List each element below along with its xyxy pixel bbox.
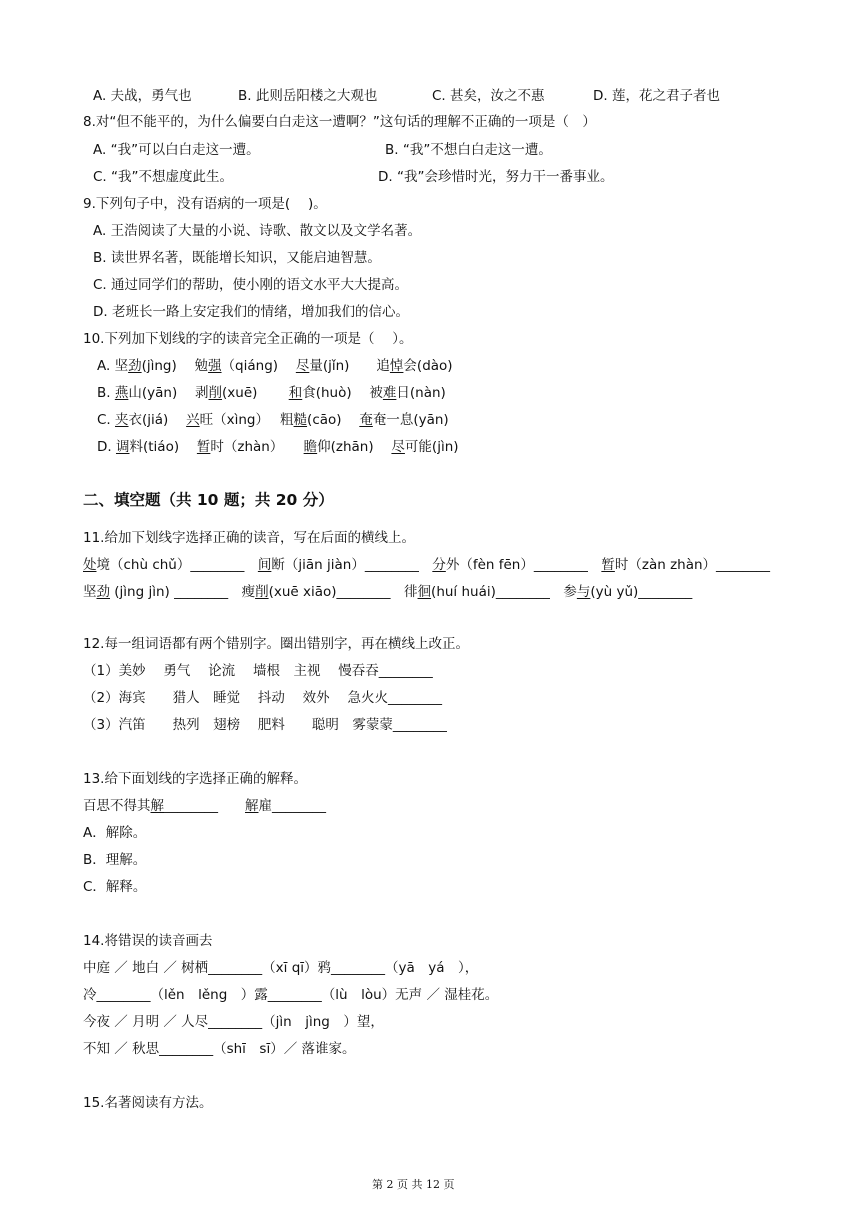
q11-stem: 11.给加下划线字选择正确的读音，写在后面的横线上。 — [83, 530, 415, 546]
q14-line-3: 今夜 ／ 月明 ／ 人尽________（jìn jìng ）望， — [83, 1014, 384, 1030]
q9-option-c: C. 通过同学们的帮助，使小刚的语文水平大大提高。 — [93, 277, 409, 293]
q11-line-2: 坚劲 (jìng jìn) ________ 瘦削(xuē xiāo)________ 徘徊(huí huái)________ 参与(yù yǔ)________ — [83, 584, 693, 600]
q10-option-d: D. 调料(tiáo) 暂时（zhàn） 瞻仰(zhān) 尽可能(jìn) — [97, 439, 459, 455]
q13-option-c: C．解释。 — [83, 879, 147, 895]
q8-option-b: B. “我”不想白白走这一遭。 — [385, 142, 552, 158]
q14-line-2: 冷________（lěn lěng ）露________（lù lòu）无声 ／ 湿桂花。 — [83, 987, 499, 1003]
q9-option-b: B. 读世界名著，既能增长知识，又能启迪智慧。 — [93, 250, 381, 266]
q9-option-a: A. 王浩阅读了大量的小说、诗歌、散文以及文学名著。 — [93, 223, 422, 239]
q7-option-d: D. 莲，花之君子者也 — [593, 88, 720, 104]
q12-row-2: （2）海宾 猎人 睡觉 抖动 效外 急火火________ — [83, 690, 442, 706]
q10-option-b: B. 燕山(yān) 剥削(xuē) 和食(huò) 被难日(nàn) — [97, 385, 446, 401]
q9-stem: 9.下列句子中，没有语病的一项是( )。 — [83, 196, 327, 212]
q9-option-d: D. 老班长一路上安定我们的情绪，增加我们的信心。 — [93, 304, 409, 320]
q14-line-1: 中庭 ／ 地白 ／ 树栖________（xī qī）鸦________（yā yá ）， — [83, 960, 479, 976]
q13-stem: 13.给下面划线的字选择正确的解释。 — [83, 771, 307, 787]
q10-option-a: A. 坚劲(jìng) 勉强（qiáng) 尽量(jǐn) 追悼会(dào) — [97, 358, 453, 374]
q8-option-d: D. “我”会珍惜时光，努力干一番事业。 — [378, 169, 614, 185]
section-title-fill-in: 二、填空题（共 10 题；共 20 分） — [83, 491, 334, 509]
q13-option-a: A．解除。 — [83, 825, 147, 841]
q8-stem: 8.对“但不能平的，为什么偏要白白走这一遭啊？”这句话的理解不正确的一项是（ ） — [83, 114, 596, 130]
q15-stem: 15.名著阅读有方法。 — [83, 1095, 213, 1111]
q7-option-c: C. 甚矣，汝之不惠 — [432, 88, 545, 104]
q14-stem: 14.将错误的读音画去 — [83, 933, 213, 949]
q10-stem: 10.下列加下划线的字的读音完全正确的一项是（ ）。 — [83, 331, 413, 347]
q13-option-b: B．理解。 — [83, 852, 147, 868]
q12-row-3: （3）汽笛 热列 翅榜 肥料 聪明 雾蒙蒙________ — [83, 717, 447, 733]
q14-line-4: 不知 ／ 秋思________（shī sī）／ 落谁家。 — [83, 1041, 356, 1057]
q10-option-c: C. 夹衣(jiá) 兴旺（xìng） 粗糙(cāo) 奄奄一息(yān) — [97, 412, 449, 428]
q8-option-c: C. “我”不想虚度此生。 — [93, 169, 233, 185]
q12-row-1: （1）美妙 勇气 论流 墙根 主视 慢吞吞________ — [83, 663, 433, 679]
q12-stem: 12.每一组词语都有两个错别字。圈出错别字，再在横线上改正。 — [83, 636, 469, 652]
q11-line-1: 处境（chù chǔ）________ 间断（jiān jiàn）________ 分外（fèn fēn）________ 暂时（zàn zhàn）________ — [83, 557, 771, 573]
page-footer: 第 2 页 共 12 页 — [372, 1178, 455, 1191]
q7-option-a: A. 夫战，勇气也 — [93, 88, 192, 104]
q8-option-a: A. “我”可以白白走这一遭。 — [93, 142, 260, 158]
q13-blank-line: 百思不得其解________ 解雇________ — [83, 798, 326, 814]
q7-option-b: B. 此则岳阳楼之大观也 — [238, 88, 378, 104]
